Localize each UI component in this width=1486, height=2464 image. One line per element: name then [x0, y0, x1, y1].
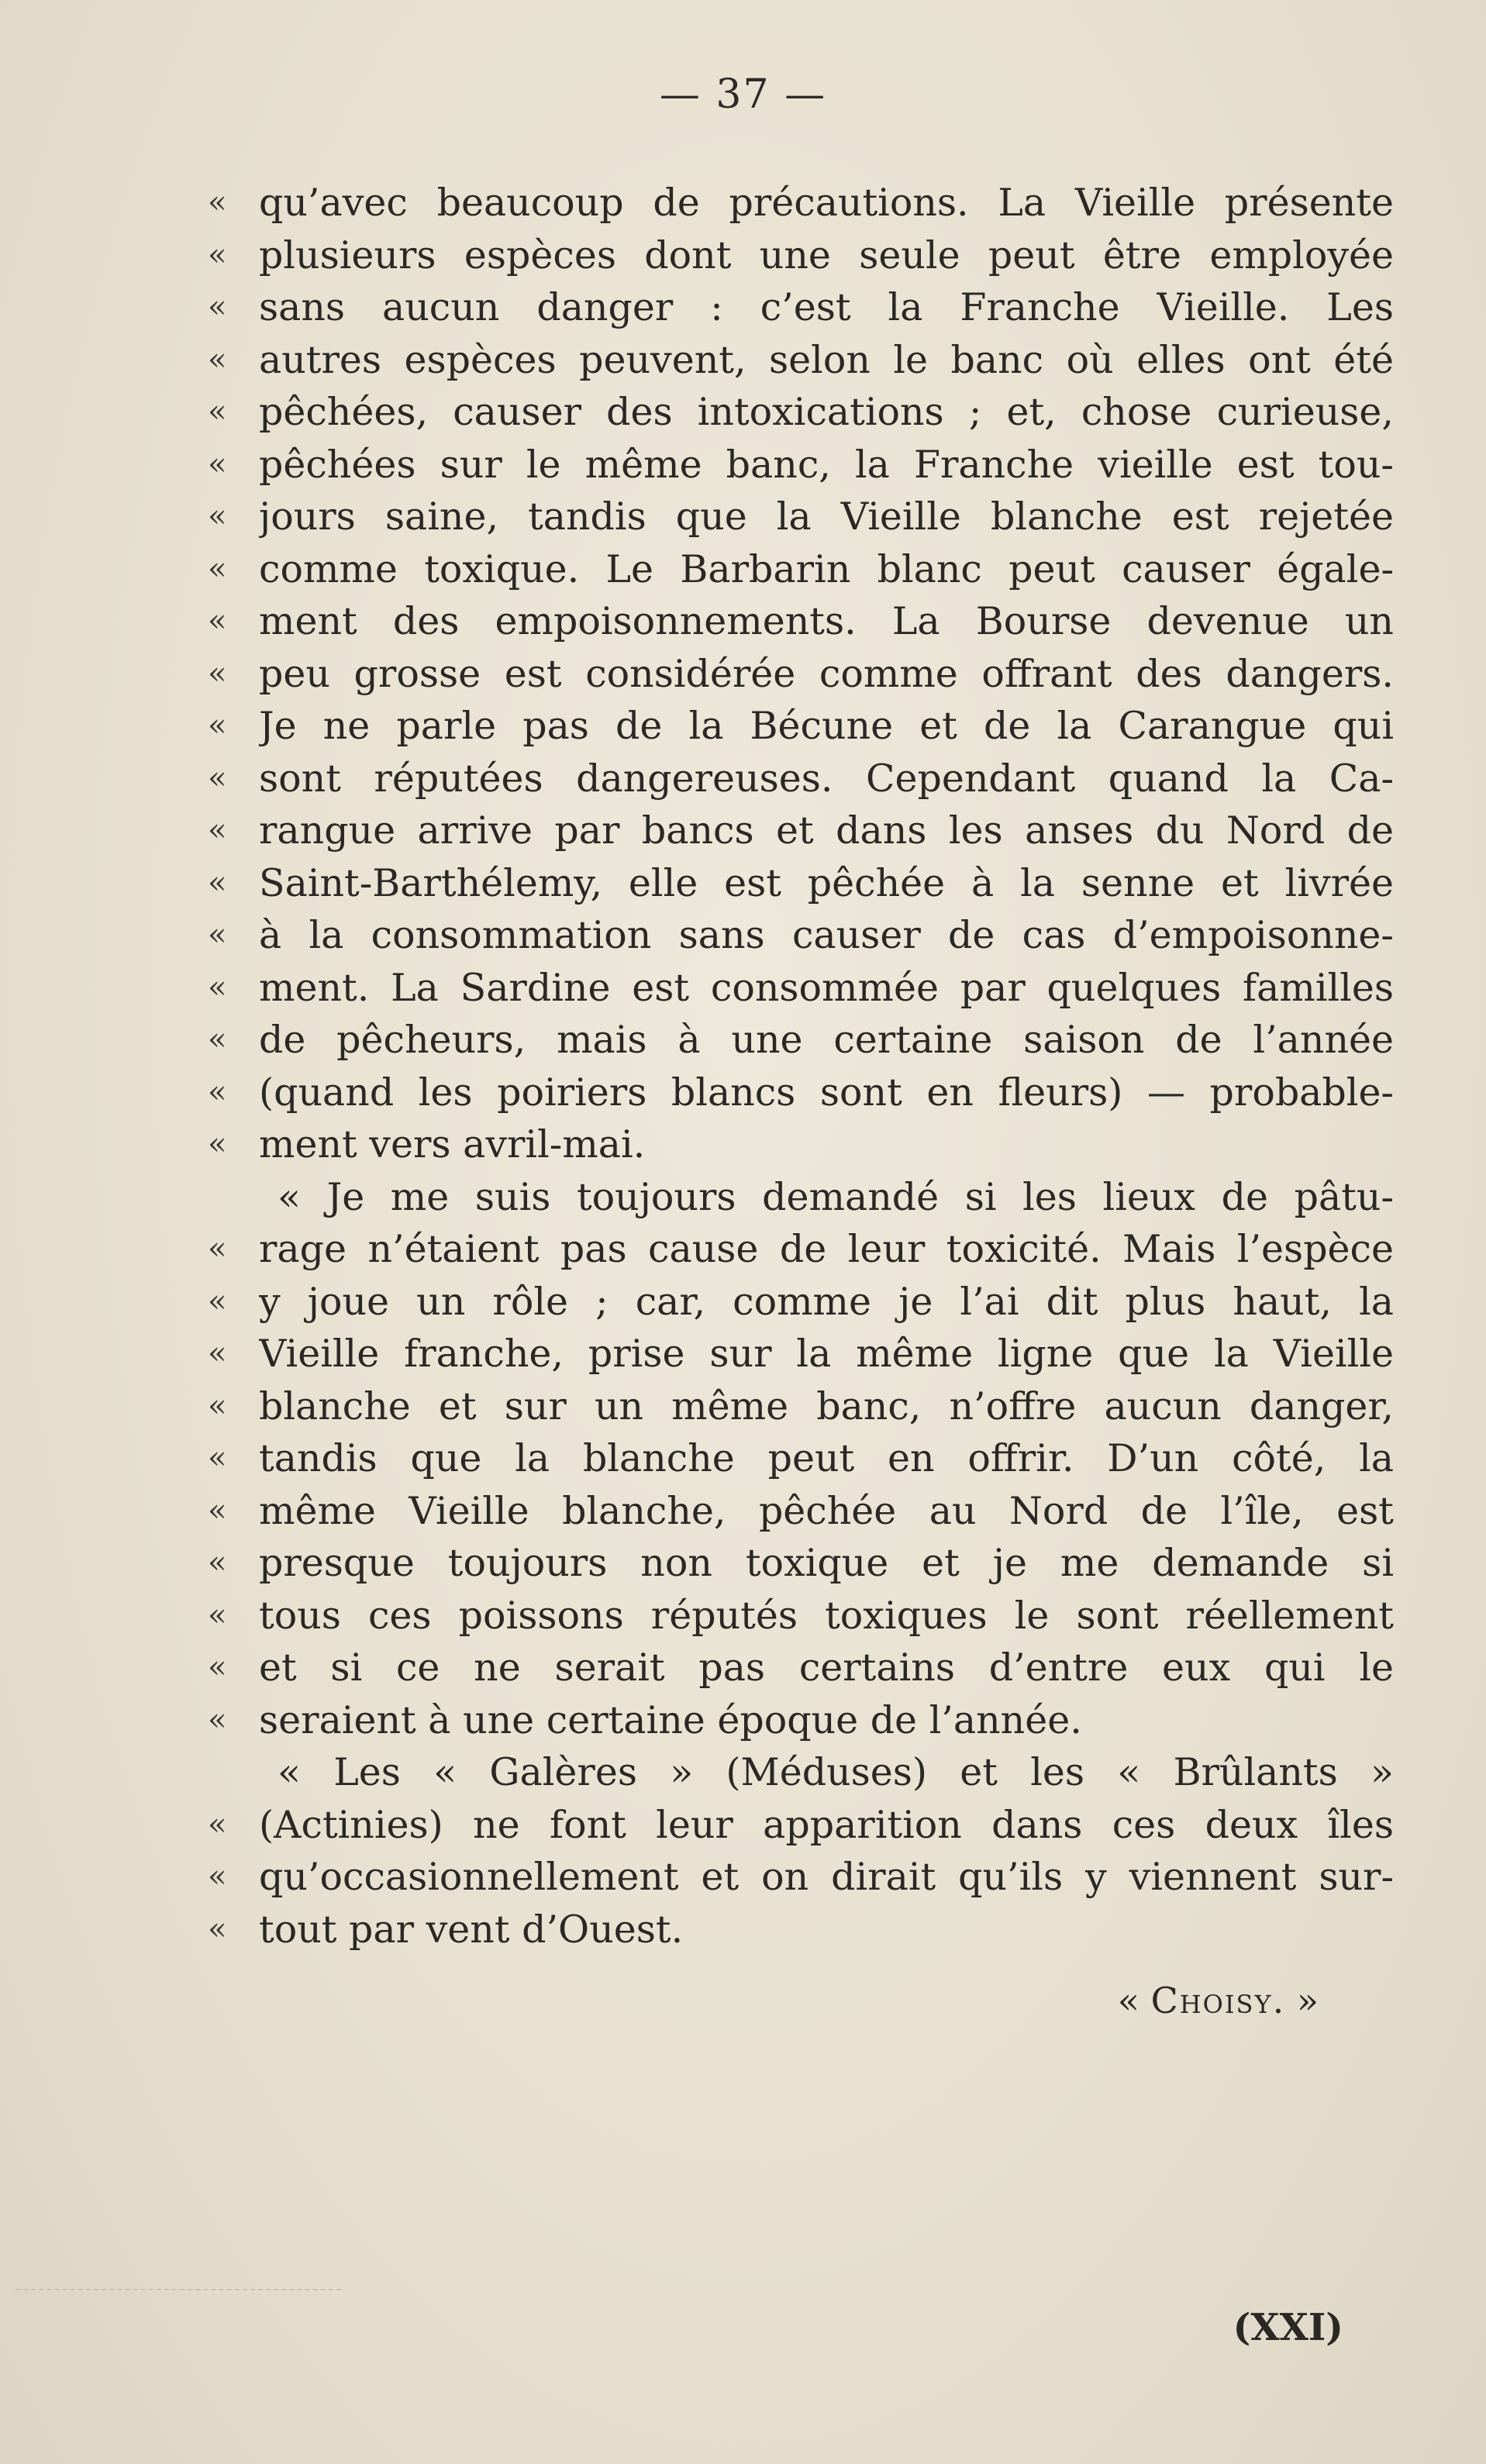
text-line [208, 805, 1394, 857]
text-line [208, 543, 1394, 596]
text-line [208, 177, 1394, 229]
quote-mark: « [208, 1597, 227, 1633]
line-text: qu’avec beaucoup de précautions. La Vieille présente [259, 181, 1394, 225]
text-line [208, 1537, 1394, 1590]
text-line [208, 1590, 1394, 1642]
text-line [208, 1694, 1394, 1747]
line-text: rangue arrive par bancs et dans les anses du Nord de [259, 808, 1394, 853]
quote-mark: « [208, 1649, 227, 1685]
quote-mark: « [208, 708, 227, 743]
quote-mark: « [208, 1231, 227, 1266]
quote-mark: « [208, 812, 227, 848]
signature [1118, 1975, 1319, 2027]
line-text: peu grosse est considérée comme offrant des dangers. [259, 651, 1394, 696]
body-text [208, 177, 1394, 1956]
text-line [208, 909, 1394, 962]
quote-mark: « [208, 1073, 227, 1110]
text-line [208, 281, 1394, 334]
line-text: Saint-Barthélemy, elle est pêchée à la senne et livrée [259, 860, 1394, 905]
quote-mark: « [208, 1911, 227, 1947]
quote-mark: « [208, 864, 227, 901]
text-line [208, 1904, 1394, 1956]
text-line [208, 1851, 1394, 1904]
bottom-rule [16, 2289, 341, 2290]
quote-mark: « [208, 1126, 227, 1162]
line-text: ment des empoisonnements. La Bourse devenue un [259, 599, 1394, 643]
line-text: jours saine, tandis que la Vieille blanche est rejetée [259, 495, 1394, 539]
text-line [208, 700, 1394, 753]
text-line [208, 1746, 1394, 1799]
quote-mark: « [208, 446, 227, 482]
line-text: sans aucun danger : c’est la Franche Vieille. Les [259, 285, 1394, 329]
quote-mark: « [208, 184, 227, 220]
line-text: y joue un rôle ; car, comme je l’ai dit plus haut, la [259, 1279, 1394, 1324]
quote-mark: « [208, 1492, 227, 1528]
quote-mark: « [208, 969, 227, 1005]
line-text: même Vieille blanche, pêchée au Nord de l’île, est [259, 1488, 1394, 1533]
text-line [208, 1276, 1394, 1328]
signature-open-quote: « [1117, 1980, 1139, 2021]
line-text: qu’occasionnellement et on dirait qu’ils y viennent sur- [259, 1855, 1394, 1899]
line-text: et si ce ne serait pas certains d’entre eux qui le [259, 1646, 1394, 1690]
text-line [208, 1642, 1394, 1694]
quote-mark: « [208, 236, 227, 273]
quote-mark: « [208, 1440, 227, 1476]
line-text: autres espèces peuvent, selon le banc où elles ont été [259, 337, 1394, 382]
text-line [208, 1380, 1394, 1433]
quote-mark: « [208, 655, 227, 691]
text-line [208, 753, 1394, 805]
quote-mark: « [208, 341, 227, 377]
quote-mark: « [208, 1335, 227, 1371]
text-line [208, 1014, 1394, 1067]
line-text: (Actinies) ne font leur apparition dans ces deux îles [259, 1802, 1394, 1847]
text-line [208, 1067, 1394, 1119]
text-line [208, 334, 1394, 387]
text-line [208, 1118, 1394, 1171]
line-text: ment. La Sardine est consommée par quelques familles [259, 965, 1394, 1010]
line-text: pêchées sur le même banc, la Franche vieille est tou- [259, 442, 1394, 487]
line-text: comme toxique. Le Barbarin blanc peut causer égale- [259, 546, 1394, 591]
line-text: tout par vent d’Ouest. [259, 1907, 684, 1952]
page-number: — 37 — [659, 71, 827, 118]
line-text: pêchées, causer des intoxications ; et, chose curieuse, [259, 390, 1394, 434]
line-text: Vieille franche, prise sur la même ligne que la Vieille [259, 1332, 1394, 1376]
text-line [208, 962, 1394, 1015]
line-text: de pêcheurs, mais à une certaine saison de l’année [259, 1018, 1394, 1062]
line-text: sont réputées dangereuses. Cependant quand la Ca- [259, 756, 1394, 801]
quote-mark: « [208, 1283, 227, 1319]
line-text: tandis que la blanche peut en offrir. D’un côté, la [259, 1436, 1394, 1480]
text-line [208, 648, 1394, 701]
signature-name: Choisy. [1150, 1980, 1286, 2021]
quote-mark: « [208, 1806, 227, 1842]
text-line [208, 595, 1394, 648]
quote-mark: « [208, 498, 227, 534]
text-line [208, 439, 1394, 491]
line-text: ment vers avril-mai. [259, 1122, 646, 1167]
quote-mark: « [208, 394, 227, 429]
text-line [208, 386, 1394, 439]
quote-mark: « [208, 917, 227, 953]
quote-mark: « [208, 1022, 227, 1057]
line-text: « Je me suis toujours demandé si les lieux de pâtu- [278, 1174, 1394, 1219]
quote-mark: « [208, 1545, 227, 1580]
quote-mark: « [208, 1387, 227, 1424]
line-text: rage n’étaient pas cause de leur toxicité. Mais l’espèce [259, 1227, 1394, 1271]
text-line [208, 1432, 1394, 1485]
quote-mark: « [208, 760, 227, 796]
line-text: (quand les poiriers blancs sont en fleurs) — probable- [259, 1070, 1394, 1115]
line-text: Je ne parle pas de la Bécune et de la Carangue qui [259, 704, 1394, 748]
quote-mark: « [208, 603, 227, 639]
quote-mark: « [208, 1701, 227, 1738]
folio-marker: (XXI) [1233, 2306, 1343, 2349]
text-line [208, 1223, 1394, 1276]
text-line [208, 857, 1394, 910]
line-text: à la consommation sans causer de cas d’empoisonne- [259, 913, 1394, 957]
quote-mark: « [208, 1859, 227, 1894]
line-text: tous ces poissons réputés toxiques le sont réellement [259, 1593, 1394, 1638]
text-line [208, 1328, 1394, 1380]
line-text: « Les « Galères » (Méduses) et les « Brûlants » [278, 1750, 1394, 1794]
quote-mark: « [208, 289, 227, 325]
signature-close-quote: » [1296, 1980, 1319, 2021]
line-text: presque toujours non toxique et je me demande si [259, 1541, 1394, 1585]
text-line [208, 229, 1394, 282]
text-line [208, 1485, 1394, 1538]
text-line [208, 1799, 1394, 1852]
text-line [208, 1171, 1394, 1224]
text-line [208, 491, 1394, 543]
quote-mark: « [208, 550, 227, 587]
line-text: blanche et sur un même banc, n’offre aucun danger, [259, 1384, 1394, 1428]
line-text: plusieurs espèces dont une seule peut être employée [259, 233, 1394, 277]
line-text: seraient à une certaine époque de l’année. [259, 1697, 1082, 1742]
